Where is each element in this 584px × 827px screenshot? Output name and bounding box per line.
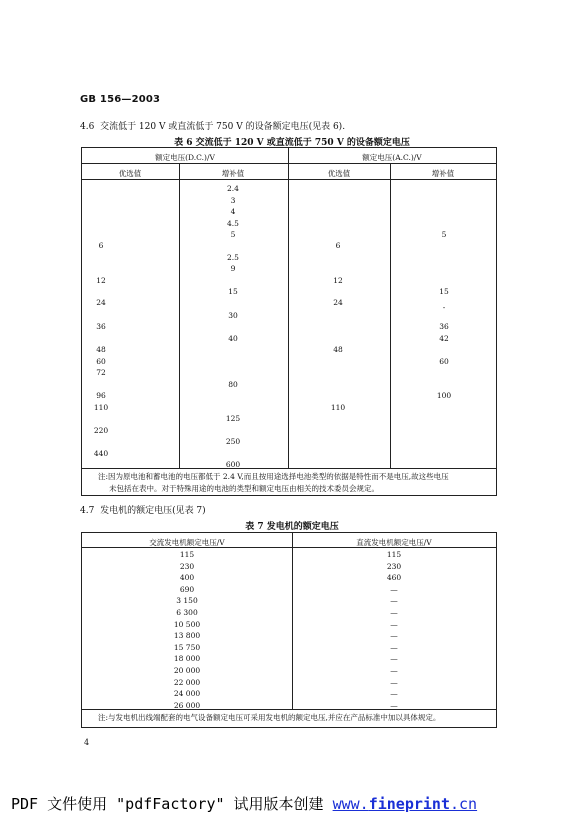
table-cell: 48 (96, 345, 106, 354)
table-cell: 110 (330, 403, 346, 412)
table-cell: 110 (93, 403, 109, 412)
table-6-divider-dc-ac (288, 148, 289, 468)
footer-link-suffix: .cn (450, 795, 478, 813)
table-row-dc-value: — (390, 643, 398, 652)
table-cell: 12 (333, 276, 343, 285)
table-6-group-ac: 额定电压(A.C.)/V (362, 153, 422, 162)
table-cell: 36 (439, 322, 449, 331)
table-row-ac-value: 24 000 (173, 689, 201, 698)
table-cell: 6 (98, 241, 104, 250)
table-cell: 3 (230, 196, 236, 205)
table-row-ac-value: 15 750 (173, 643, 201, 652)
table-6-rule (82, 179, 496, 180)
table-6-caption: 表 6 交流低于 120 V 或直流低于 750 V 的设备额定电压 (174, 138, 410, 148)
table-row-dc-value: — (390, 678, 398, 687)
table-cell: 24 (96, 298, 106, 307)
footer-link[interactable] (333, 795, 478, 813)
table-cell: 2.4 (227, 184, 239, 193)
table-row-dc-value: — (390, 654, 398, 663)
table-6-rule (82, 468, 496, 469)
footer-link-prefix: www. (332, 795, 369, 813)
standard-number: GB 156—2003 (80, 94, 161, 105)
table-cell: 2.5 (227, 253, 239, 262)
table-cell: 600 (225, 460, 241, 469)
table-row-ac-value: 20 000 (173, 666, 201, 675)
table-7-col-ac: 交流发电机额定电压/V (149, 538, 225, 547)
table-7 (81, 532, 497, 728)
table-row-ac-value: 6 300 (176, 608, 198, 617)
table-row-dc-value: — (390, 608, 398, 617)
table-row-dc-value: — (390, 596, 398, 605)
table-row-dc-value: — (390, 689, 398, 698)
table-row-dc-value: — (390, 620, 398, 629)
table-cell: 125 (225, 414, 241, 423)
table-row-ac-value: 115 (179, 550, 195, 559)
table-row-ac-value: 22 000 (173, 678, 201, 687)
footer-link-brand: fineprint (368, 795, 450, 813)
table-row-dc-value: 460 (386, 573, 402, 582)
table-row-ac-value: 690 (179, 585, 195, 594)
table-cell: 36 (96, 322, 106, 331)
table-6-divider-dc (179, 163, 180, 468)
table-cell: 72 (96, 368, 106, 377)
table-7-rule (82, 547, 496, 548)
table-cell: - (442, 303, 446, 312)
table-7-note: 注:与发电机出线端配套的电气设备额定电压可采用发电机的额定电压,并应在产品标准中加以具体规定。 (98, 713, 441, 722)
table-row-ac-value: 400 (179, 573, 195, 582)
table-cell: 42 (439, 334, 449, 343)
table-6-group-dc: 额定电压(D.C.)/V (155, 153, 215, 162)
table-cell: 9 (230, 264, 236, 273)
table-cell: 440 (93, 449, 109, 458)
table-row-dc-value: — (390, 585, 398, 594)
table-6-note-line-1: 注:因为原电池和蓄电池的电压都低于 2.4 V,而且按用途选择电池类型的依据是特性而不是电压,故这些电压 (98, 472, 449, 481)
table-row-dc-value: 115 (386, 550, 402, 559)
table-row-ac-value: 13 800 (173, 631, 201, 640)
table-cell: 96 (96, 391, 106, 400)
table-row-dc-value: — (390, 701, 398, 710)
table-row-dc-value: — (390, 666, 398, 675)
table-row-ac-value: 26 000 (173, 701, 201, 710)
table-6-note-line-2: 未包括在表中。对于特殊用途的电池的类型和额定电压由相关的技术委员会规定。 (109, 484, 379, 493)
table-cell: 40 (228, 334, 238, 343)
table-row-dc-value: 230 (386, 562, 402, 571)
table-6-col-dc-pref: 优选值 (118, 169, 142, 178)
table-cell: 6 (335, 241, 341, 250)
section-number: 4.6 (80, 122, 95, 132)
table-cell: 48 (333, 345, 343, 354)
table-cell: 60 (439, 357, 449, 366)
table-7-divider (292, 533, 293, 709)
table-cell: 15 (439, 287, 449, 296)
table-row-ac-value: 10 500 (173, 620, 201, 629)
table-cell: 100 (436, 391, 452, 400)
table-cell: 220 (93, 426, 109, 435)
table-cell: 5 (441, 230, 447, 239)
footer-text: PDF 文件使用 "pdfFactory" 试用版本创建 (11, 795, 333, 813)
table-row-ac-value: 230 (179, 562, 195, 571)
section-number: 4.7 (80, 506, 95, 516)
section-title: 交流低于 120 V 或直流低于 750 V 的设备额定电压(见表 6). (100, 122, 346, 132)
page-number: 4 (84, 738, 90, 747)
table-6-col-dc-supp: 增补值 (221, 169, 245, 178)
table-7-col-dc: 直流发电机额定电压/V (356, 538, 432, 547)
table-6-col-ac-pref: 优选值 (327, 169, 351, 178)
table-cell: 24 (333, 298, 343, 307)
table-6-rule (82, 163, 496, 164)
section-4-6-heading (80, 119, 345, 132)
table-7-caption: 表 7 发电机的额定电压 (245, 522, 339, 532)
table-6-divider-ac (390, 163, 391, 468)
table-6 (81, 147, 497, 496)
table-6-col-ac-supp: 增补值 (431, 169, 455, 178)
table-cell: 80 (228, 380, 238, 389)
table-row-ac-value: 18 000 (173, 654, 201, 663)
table-row-ac-value: 3 150 (176, 596, 198, 605)
pdf-footer (11, 793, 477, 814)
section-title: 发电机的额定电压(见表 7) (100, 506, 206, 516)
table-cell: 250 (225, 437, 241, 446)
table-cell: 5 (230, 230, 236, 239)
table-cell: 4 (230, 207, 236, 216)
table-row-dc-value: — (390, 631, 398, 640)
table-cell: 15 (228, 287, 238, 296)
table-7-rule (82, 709, 496, 710)
table-cell: 4.5 (227, 219, 239, 228)
section-4-7-heading (80, 503, 206, 516)
table-cell: 30 (228, 311, 238, 320)
table-cell: 60 (96, 357, 106, 366)
table-cell: 12 (96, 276, 106, 285)
